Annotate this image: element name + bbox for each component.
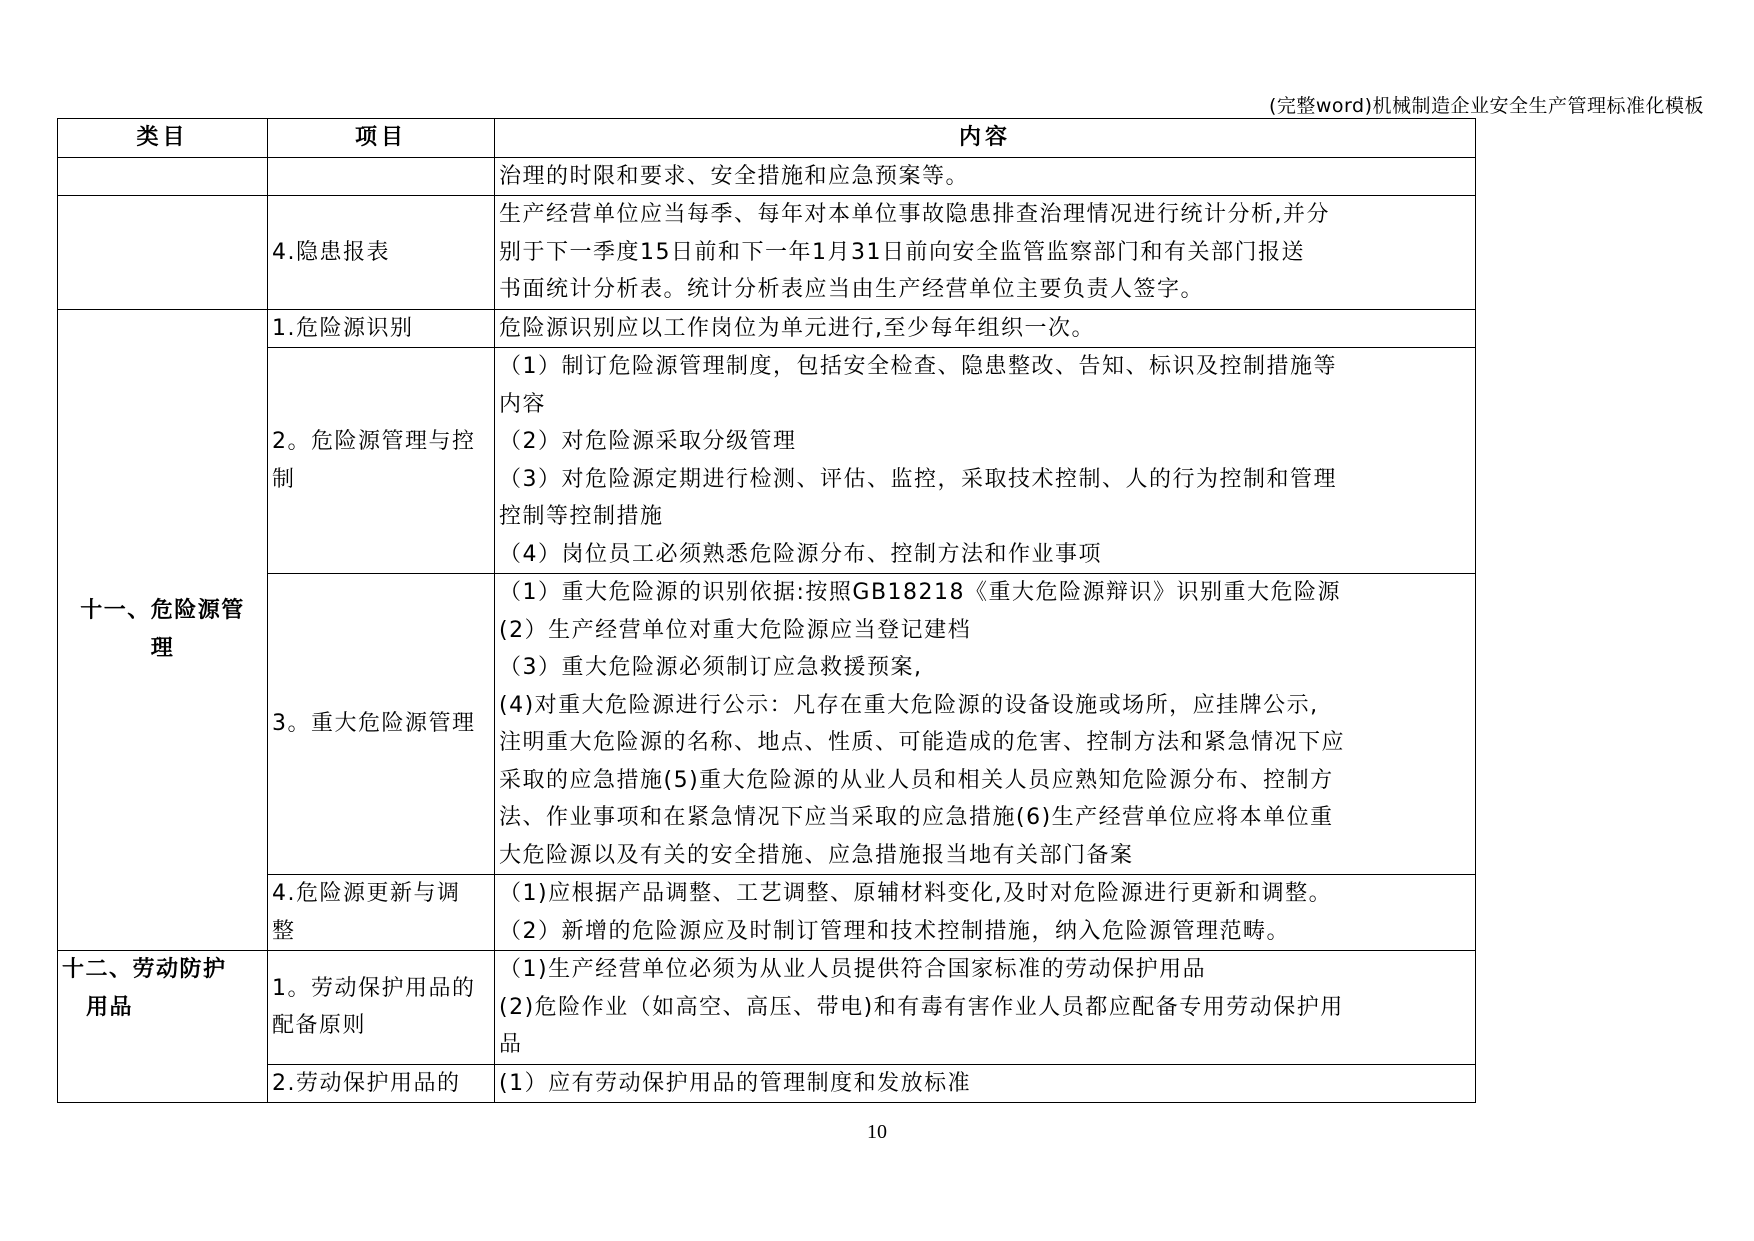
content-line: 品 [499, 1032, 523, 1057]
item-label: 制 [272, 466, 296, 492]
item-label: 整 [272, 918, 296, 944]
category-protective-equipment [58, 951, 268, 1103]
header-category: 类目 [58, 119, 268, 158]
item-label: 2。危险源管理与控 [272, 429, 476, 454]
content-line: (2)危险作业（如高空、高压、带电)和有毒有害作业人员都应配备专用劳动保护用 [499, 994, 1344, 1020]
content-line: 书面统计分析表。统计分析表应当由生产经营单位主要负责人签字。 [499, 277, 1205, 302]
item-label: 2.劳动保护用品的 [272, 1070, 461, 1096]
item-label: 配备原则 [272, 1013, 367, 1039]
content-line: 控制等控制措施 [499, 504, 664, 529]
content-line: 大危险源以及有关的安全措施、应急措施报当地有关部门备案 [499, 842, 1134, 868]
table-row [58, 348, 1476, 574]
item-label: 1。劳动保护用品的 [272, 975, 476, 1001]
content-cell [495, 196, 1476, 310]
item-label: 1.危险源识别 [272, 315, 414, 341]
content-line: (2）生产经营单位对重大危险源应当登记建档 [499, 617, 972, 643]
content-line: 采取的应急措施(5)重大危险源的从业人员和相关人员应熟知危险源分布、控制方 [499, 767, 1334, 793]
category-cell-empty [58, 157, 268, 196]
item-label: 4.危险源更新与调 [272, 881, 461, 906]
table-row [58, 196, 1476, 310]
item-label: 3。重大危险源管理 [272, 711, 476, 737]
content-line: （1）制订危险源管理制度，包括安全检查、隐患整改、告知、标识及控制措施等 [499, 354, 1337, 379]
content-line: 内容 [499, 391, 547, 417]
item-cell-empty [268, 157, 495, 196]
content-line: 危险源识别应以工作岗位为单元进行,至少每年组织一次。 [499, 315, 1095, 341]
category-cell-empty [58, 196, 268, 310]
item-cell [268, 196, 495, 310]
content-line: （4）岗位员工必须熟悉危险源分布、控制方法和作业事项 [499, 541, 1102, 567]
content-cell [495, 951, 1476, 1065]
content-cell [495, 574, 1476, 875]
content-line: （3）重大危险源必须制订应急救援预案, [499, 655, 923, 680]
content-line: 生产经营单位应当每季、每年对本单位事故隐患排查治理情况进行统计分析,并分 [499, 202, 1330, 227]
content-line: （3）对危险源定期进行检测、评估、监控，采取技术控制、人的行为控制和管理 [499, 466, 1337, 492]
category-line: 用品 [86, 994, 134, 1020]
document-header-title: (完整word)机械制造企业安全生产管理标准化模板 [1268, 95, 1704, 117]
content-line: （1）重大危险源的识别依据:按照GB18218《重大危险源辩识》识别重大危险源 [499, 580, 1342, 605]
content-cell [495, 309, 1476, 348]
management-standard-table [57, 118, 1476, 1103]
table-row [58, 951, 1476, 1065]
category-line: 十二、劳动防护 [62, 957, 227, 982]
header-item: 项目 [268, 119, 495, 158]
table-row [58, 157, 1476, 196]
item-label: 4.隐患报表 [272, 239, 390, 265]
content-line: (4)对重大危险源进行公示：凡存在重大危险源的设备设施或场所，应挂牌公示, [499, 692, 1319, 718]
page-number: 10 [867, 1121, 887, 1143]
item-cell [268, 1064, 495, 1103]
content-line: 治理的时限和要求、安全措施和应急预案等。 [499, 163, 970, 189]
item-cell [268, 309, 495, 348]
item-cell [268, 574, 495, 875]
category-line: 十一、危险源管 [80, 598, 245, 624]
content-cell [495, 157, 1476, 196]
item-cell [268, 875, 495, 951]
category-hazard-management [58, 309, 268, 951]
content-cell [495, 348, 1476, 574]
table-row [58, 309, 1476, 348]
content-line: （2）对危险源采取分级管理 [499, 429, 797, 454]
content-line: 别于下一季度15日前和下一年1月31日前向安全监管监察部门和有关部门报送 [499, 239, 1305, 265]
header-content: 内容 [495, 119, 1476, 158]
content-cell [495, 1064, 1476, 1103]
content-line: (1）应有劳动保护用品的管理制度和发放标准 [499, 1070, 972, 1096]
content-line: （1)应根据产品调整、工艺调整、原辅材料变化,及时对危险源进行更新和调整。 [499, 881, 1333, 906]
content-line: 注明重大危险源的名称、地点、性质、可能造成的危害、控制方法和紧急情况下应 [499, 730, 1346, 755]
item-cell [268, 348, 495, 574]
content-line: （2）新增的危险源应及时制订管理和技术控制措施，纳入危险源管理范畴。 [499, 918, 1290, 944]
table-row [58, 875, 1476, 951]
category-line: 理 [150, 635, 175, 661]
content-cell [495, 875, 1476, 951]
item-cell [268, 951, 495, 1065]
table-row [58, 1064, 1476, 1103]
content-line: （1)生产经营单位必须为从业人员提供符合国家标准的劳动保护用品 [499, 957, 1207, 982]
table-header-row [58, 119, 1476, 158]
content-line: 法、作业事项和在紧急情况下应当采取的应急措施(6)生产经营单位应将本单位重 [499, 805, 1334, 830]
table-row [58, 574, 1476, 875]
